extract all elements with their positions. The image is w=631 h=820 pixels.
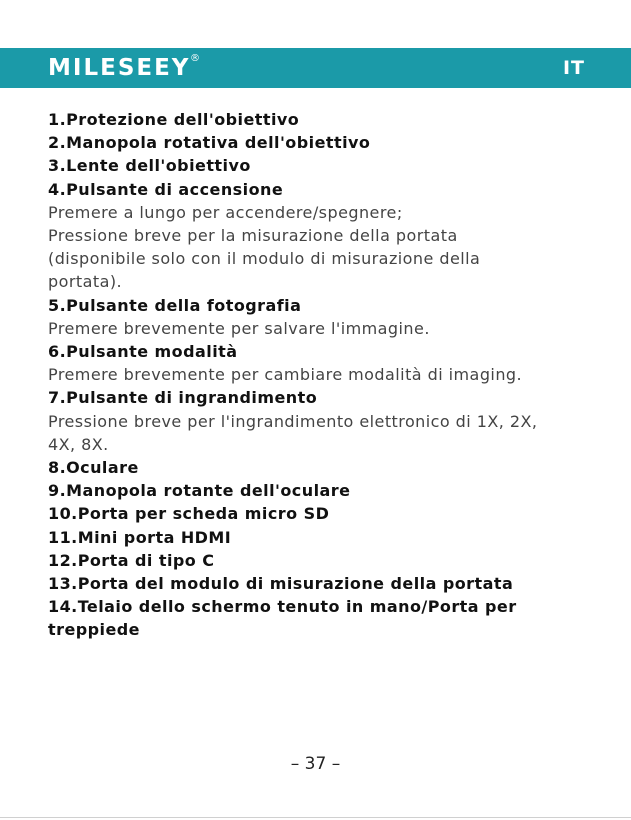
registered-mark: ®: [190, 53, 200, 64]
part-heading: 14.Telaio dello schermo tenuto in mano/Porta per: [48, 597, 517, 617]
part-heading: 13.Porta del modulo di misurazione della portata: [48, 574, 514, 594]
language-code: IT: [562, 57, 585, 79]
part-heading: 11.Mini porta HDMI: [48, 527, 232, 547]
part-description: portata).: [48, 272, 123, 292]
part-heading: 10.Porta per scheda micro SD: [48, 504, 330, 524]
part-heading: 6.Pulsante modalità: [48, 342, 238, 362]
part-heading: 8.Oculare: [48, 458, 139, 478]
part-description: (disponibile solo con il modulo di misurazione della: [48, 249, 481, 269]
part-heading: 7.Pulsante di ingrandimento: [48, 388, 318, 408]
brand-logo: MILESEEY: [48, 55, 191, 81]
parts-list: [48, 108, 608, 642]
part-heading: treppiede: [48, 620, 140, 640]
part-heading: 12.Porta di tipo C: [48, 550, 215, 570]
header-band: [0, 48, 631, 88]
part-heading: 9.Manopola rotante dell'oculare: [48, 481, 351, 501]
part-heading: 5.Pulsante della fotografia: [48, 295, 302, 315]
part-description: Premere a lungo per accendere/spegnere;: [48, 202, 403, 222]
bottom-divider: [0, 817, 631, 818]
part-heading: 2.Manopola rotativa dell'obiettivo: [48, 133, 371, 153]
part-description: Pressione breve per la misurazione della portata: [48, 226, 458, 246]
part-heading: 1.Protezione dell'obiettivo: [48, 110, 300, 129]
part-description: Premere brevemente per salvare l'immagine.: [48, 318, 430, 338]
part-description: Premere brevemente per cambiare modalità di imaging.: [48, 365, 523, 385]
part-heading: 4.Pulsante di accensione: [48, 179, 284, 199]
page-number: – 37 –: [290, 754, 341, 774]
part-description: Pressione breve per l'ingrandimento elettronico di 1X, 2X,: [48, 411, 538, 431]
part-heading: 3.Lente dell'obiettivo: [48, 156, 251, 176]
part-description: 4X, 8X.: [48, 434, 109, 454]
